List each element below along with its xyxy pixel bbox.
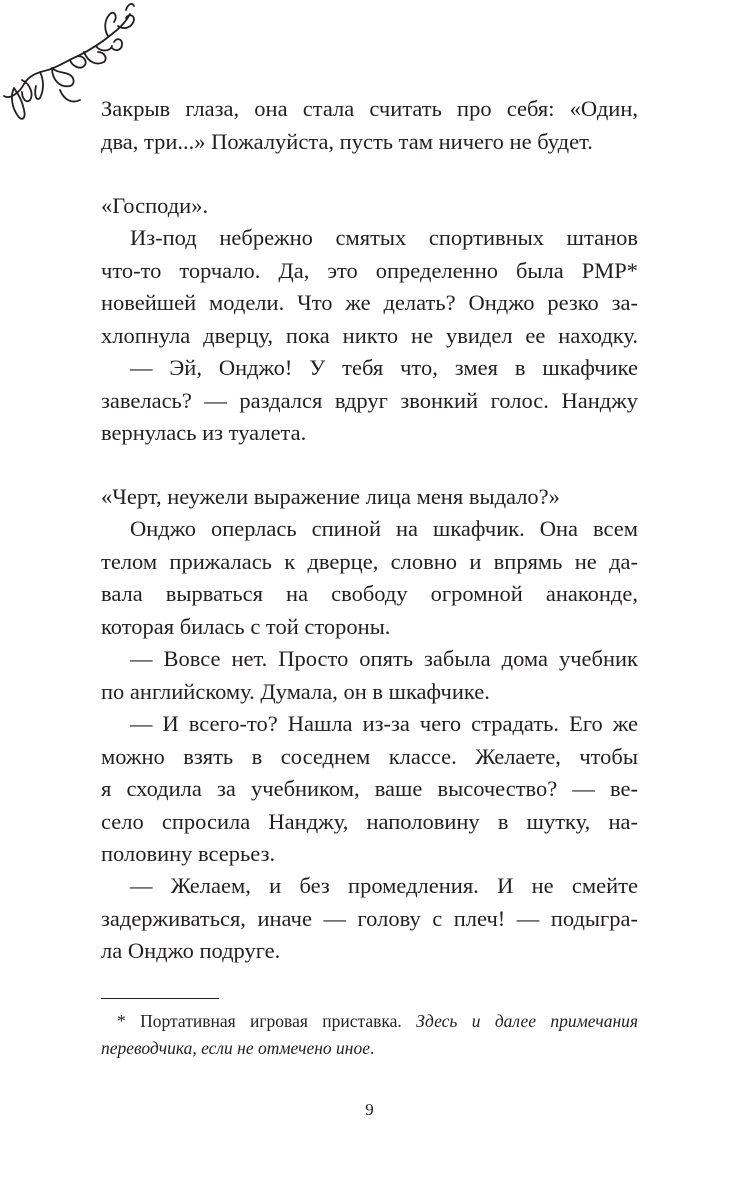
text-line: «Господи». [101, 193, 209, 218]
text-line: по английскому. Думала, он в шкафчике. [101, 678, 490, 704]
text-line: которая билась с той стороны. [101, 613, 391, 639]
footnote-period: . [369, 1038, 375, 1058]
text-line: я сходила за учебником, ваше высочество? — ве- [101, 776, 638, 801]
text-line: Закрыв глаза, она стала считать про себя: «Один, [101, 96, 638, 121]
text-line: — И всего-то? Нашла из-за чего страдать. Его же [130, 711, 638, 736]
text-line: село спросила Нанджу, наполовину в шутку, на- [101, 808, 638, 834]
text-line: «Черт, неужели выражение лица меня выдало?» [101, 484, 560, 509]
text-line: — Вовсе нет. Просто опять забыла дома учебник [130, 646, 638, 671]
text-line: можно взять в соседнем классе. Желаете, чтобы [101, 743, 638, 769]
footnote [101, 1008, 638, 1062]
paragraph-3 [101, 222, 638, 352]
footnote-italic-text: Здесь и далее примечания [416, 1011, 639, 1031]
paragraph-2 [101, 190, 638, 223]
text-line: завелась? — раздался вдруг звонкий голос. Нанджу [101, 387, 638, 413]
paragraph-8 [101, 708, 638, 871]
text-line: половину всерьез. [101, 841, 276, 866]
text-line: что-то торчало. Да, это определенно была PMP* [101, 257, 638, 283]
paragraph-9 [101, 870, 638, 968]
paragraph-6 [101, 513, 638, 643]
paragraph-1 [101, 93, 638, 158]
footnote-line [101, 1035, 638, 1062]
paragraph-7 [101, 643, 638, 708]
text-line: Онджо оперлась спиной на шкафчик. Она всем [130, 516, 638, 541]
footnote-marker: * [117, 1011, 126, 1031]
paragraph-4 [101, 352, 638, 450]
footnote-divider [101, 998, 219, 999]
footnote-italic-text: переводчика, если не отмечено иное [101, 1038, 370, 1058]
text-line: вернулась из туалета. [101, 420, 307, 445]
text-line: новейшей модели. Что же делать? Онджо резко за- [101, 290, 638, 315]
text-line: вала вырваться на свободу огромной анаконде, [101, 581, 638, 606]
text-line: два, три...» Пожалуйста, пусть там ничего не будет. [101, 128, 593, 154]
text-line: хлопнула дверцу, пока никто не увидел ее находку. [101, 322, 638, 348]
page-number: 9 [365, 1100, 374, 1119]
paragraph-5 [101, 481, 638, 514]
footnote-line [101, 1008, 638, 1035]
text-line: телом прижалась к дверце, словно и впрямь не да- [101, 548, 638, 574]
text-line: — Желаем, и без промедления. И не смейте [130, 873, 638, 898]
text-line: Из-под небрежно смятых спортивных штанов [130, 225, 638, 250]
footnote-text: Портативная игровая приставка. [140, 1011, 402, 1031]
text-line: задерживаться, иначе — голову с плеч! — подыгра- [101, 905, 638, 931]
text-line: — Эй, Онджо! У тебя что, змея в шкафчике [130, 355, 638, 380]
text-line: ла Онджо подруге. [101, 938, 281, 963]
